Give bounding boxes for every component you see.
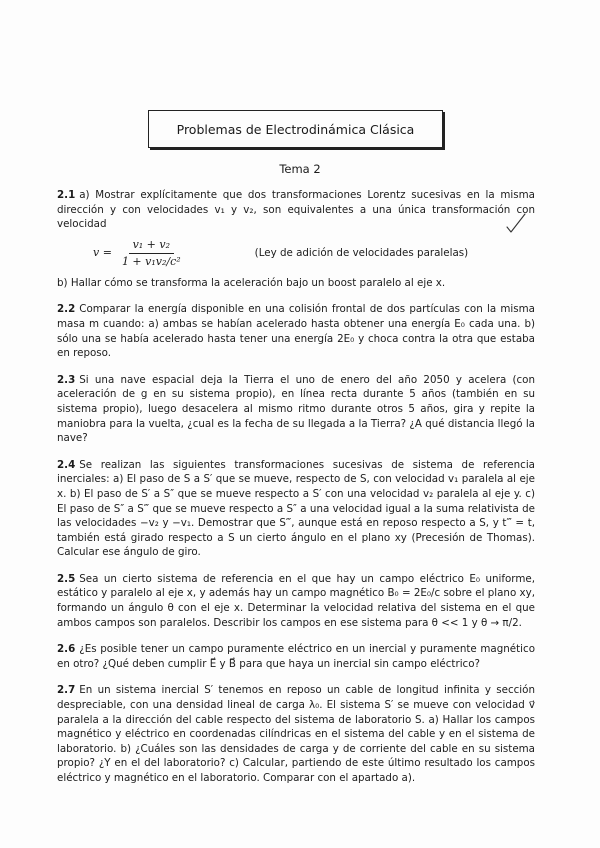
problem-2-2 xyxy=(57,302,535,360)
problem-2-4 xyxy=(57,458,535,560)
velocity-addition-formula xyxy=(93,238,185,270)
problem-text: a) Mostrar explícitamente que dos transformaciones Lorentz sucesivas en la misma dirección y con velocidades v₁ y v₂, son equivalentes a una única transformación con velocidad xyxy=(57,189,535,231)
problem-text: Sea un cierto sistema de referencia en el que hay un campo eléctrico E₀ uniforme, estático y paralelo al eje x, y además hay un campo magnético B₀ = 2E₀/c sobre el plano xy, formando un ángulo θ con el eje x. Determinar la velocidad relativa del sistema en el que ambos campos son paralelos. Describir los campos en ese sistema para θ << 1 y θ → π/2. xyxy=(57,572,535,629)
problem-text: Comparar la energía disponible en una colisión frontal de dos partículas con la misma masa m cuando: a) ambas se habían acelerado hasta obtener una energía E₀ cada una. b) sólo una se había acelerado hasta tener una energía 2E₀ y choca contra la otra que estaba en reposo. xyxy=(57,303,535,360)
problem-2-3 xyxy=(57,373,535,446)
formula-denominator: 1 + v₁v₂/c² xyxy=(121,255,181,269)
problem-text: Se realizan las siguientes transformaciones sucesivas de sistema de referencia inerciales: a) El paso de S a S′ que se mueve, respecto de S, con velocidad v₁ paralela al eje x. b) El paso de S′ a S″ que se mueve respecto a S′ con una velocidad v₂ paralela al eje y. c) El paso de S″ a S‴ que se mueve respecto a S″ a una velocidad igual a la suma relativista de las velocidades −v₂ y −v₁. Demostrar que S‴, aunque está en reposo respecto a S, y t‴ = t, también está girado respecto a S un cierto ángulo en el plano xy (Precesión de Thomas). Calcular ese ángulo de giro. xyxy=(57,458,535,559)
problem-number: 2.4 xyxy=(57,458,76,471)
problem-2-6 xyxy=(57,642,535,671)
problem-number: 2.3 xyxy=(57,373,76,386)
problem-2-1-part-b: b) Hallar cómo se transforma la aceleración bajo un boost paralelo al eje x. xyxy=(57,276,446,289)
formula-numerator: v₁ + v₂ xyxy=(129,238,174,255)
title-box xyxy=(148,110,443,148)
problem-2-7 xyxy=(57,683,535,785)
problem-2-5 xyxy=(57,572,535,630)
formula-caption: (Ley de adición de velocidades paralelas) xyxy=(254,247,469,260)
velocity-addition-formula-row xyxy=(93,238,535,270)
problem-number: 2.6 xyxy=(57,643,76,656)
problem-text: ¿Es posible tener un campo puramente eléctrico en un inercial y puramente magnético en otro? ¿Qué deben cumplir E⃗ y B⃗ para que haya un inercial sin campo eléctrico? xyxy=(57,643,535,670)
section-title: Tema 2 xyxy=(279,162,321,176)
problem-2-1 xyxy=(57,188,535,290)
formula-fraction xyxy=(118,238,185,270)
formula-lhs: v = xyxy=(93,246,112,260)
problem-list xyxy=(57,188,535,798)
problem-number: 2.7 xyxy=(57,684,76,697)
problem-text: En un sistema inercial S′ tenemos en reposo un cable de longitud infinita y sección despreciable, con una densidad lineal de carga λ₀. El sistema S′ se mueve con velocidad v⃗ paralela a la dirección del cable respecto del sistema de laboratorio S. a) Hallar los campos magnético y eléctrico en coordenadas cilíndricas en el sistema del cable y en el sistema de laboratorio. b) ¿Cuáles son las densidades de carga y de corriente del cable en su sistema propio? ¿Y en el del laboratorio? c) Calcular, partiendo de este último resultado los campos eléctrico y magnético en el laboratorio. Comparar con el apartado a). xyxy=(57,684,535,784)
problem-number: 2.5 xyxy=(57,572,76,585)
document-title: Problemas de Electrodinámica Clásica xyxy=(176,121,415,137)
problem-2-1-part-a xyxy=(57,188,535,232)
problem-number: 2.2 xyxy=(57,303,76,316)
problem-text: Si una nave espacial deja la Tierra el uno de enero del año 2050 y acelera (con aceleración de g en su sistema propio), en línea recta durante 5 años (también en su sistema propio), luego desacelera al mismo ritmo durante otros 5 años, gira y repite la maniobra para la vuelta, ¿cual es la fecha de su llegada a la Tierra? ¿A qué distancia llegó la nave? xyxy=(57,373,535,445)
problem-number: 2.1 xyxy=(57,189,76,201)
